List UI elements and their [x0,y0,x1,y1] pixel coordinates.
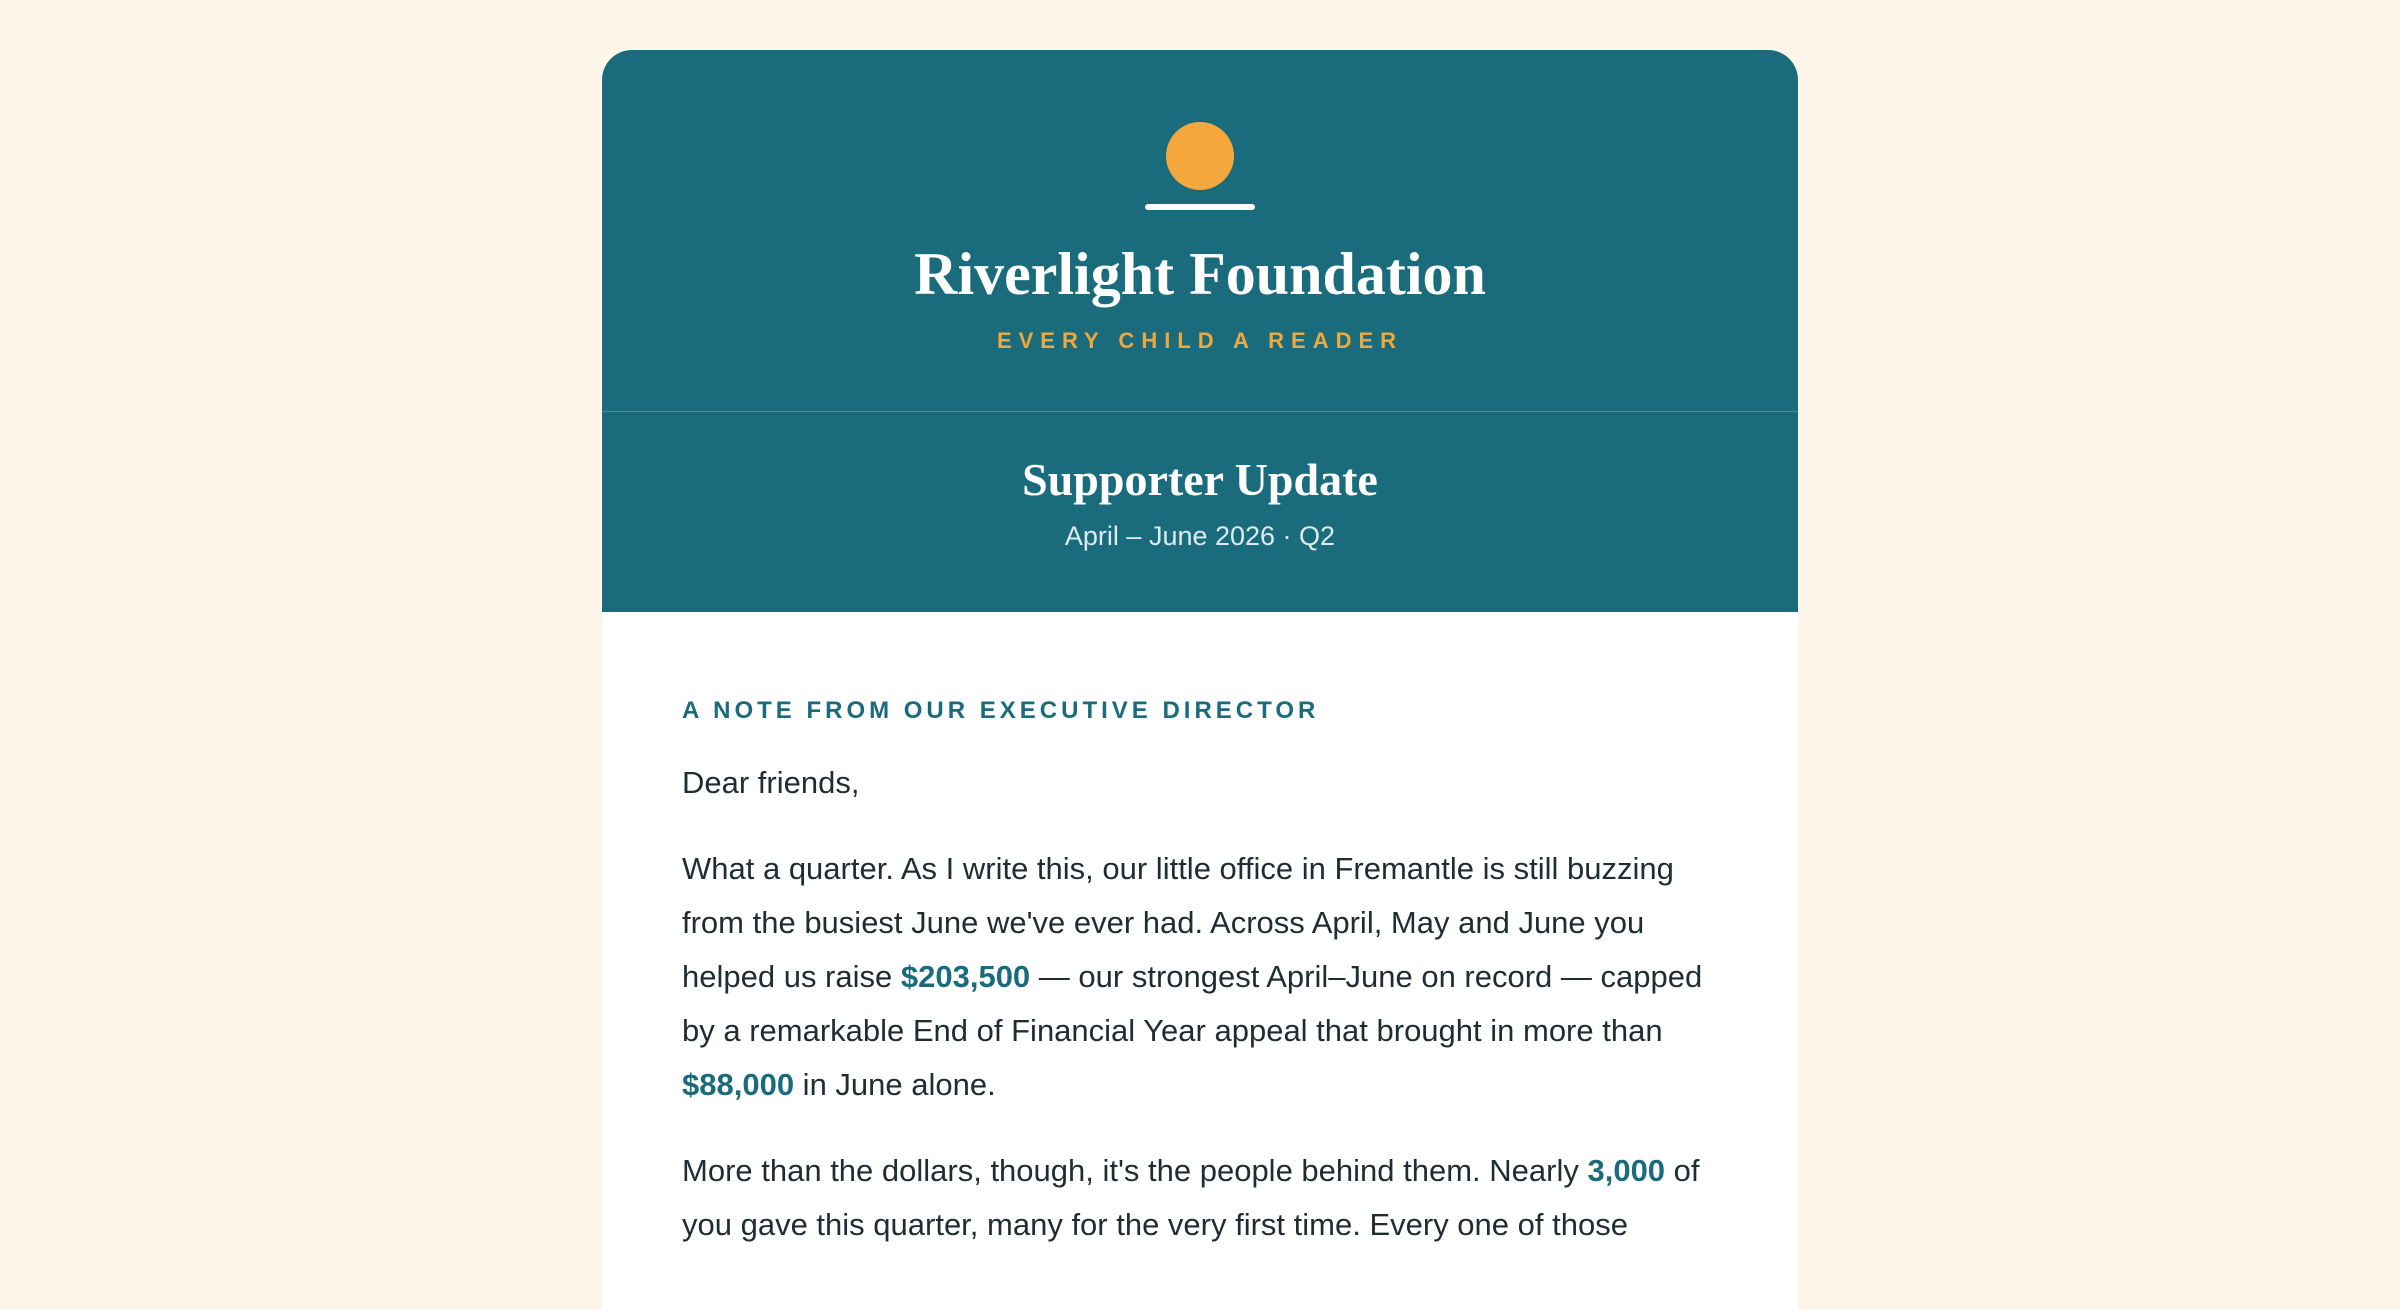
greeting: Dear friends, [682,765,860,800]
issue-title: Supporter Update [1022,454,1378,505]
horizon-line [1145,204,1255,210]
paragraph-text: What a quarter. As I write this, our little office in Fremantle is still buzzing from the busiest June we've ever had. Across April, May and June you helped us raise [682,851,1674,994]
paragraph-text: — our strongest April–June on record — capped by a remarkable End of Financial Year appeal that brought in more than [682,959,1703,1048]
highlight-donor-count: 3,000 [1587,1153,1666,1188]
letter-body [602,612,1798,1252]
issue-band [602,412,1798,612]
masthead [602,50,1798,412]
highlight-june-total: $88,000 [682,1067,795,1102]
tagline: EVERY CHILD A READER [996,328,1404,353]
section-eyebrow: A NOTE FROM OUR EXECUTIVE DIRECTOR [682,697,1320,724]
sunrise-icon [1166,122,1234,190]
paragraph-text: More than the dollars, though, it's the people behind them. Nearly [682,1153,1588,1188]
paragraph-text: in June alone. [794,1067,996,1102]
newsletter-card [602,50,1798,1310]
highlight-quarter-total: $203,500 [900,959,1031,994]
org-name: Riverlight Foundation [914,241,1486,307]
paragraph-quarter-results [682,842,1718,1112]
paragraph-donors [682,1144,1718,1252]
issue-dates: April – June 2026 · Q2 [1064,521,1336,551]
paragraph-text: of you gave this quarter, many for the very first time. Every one of those [682,1153,1700,1242]
